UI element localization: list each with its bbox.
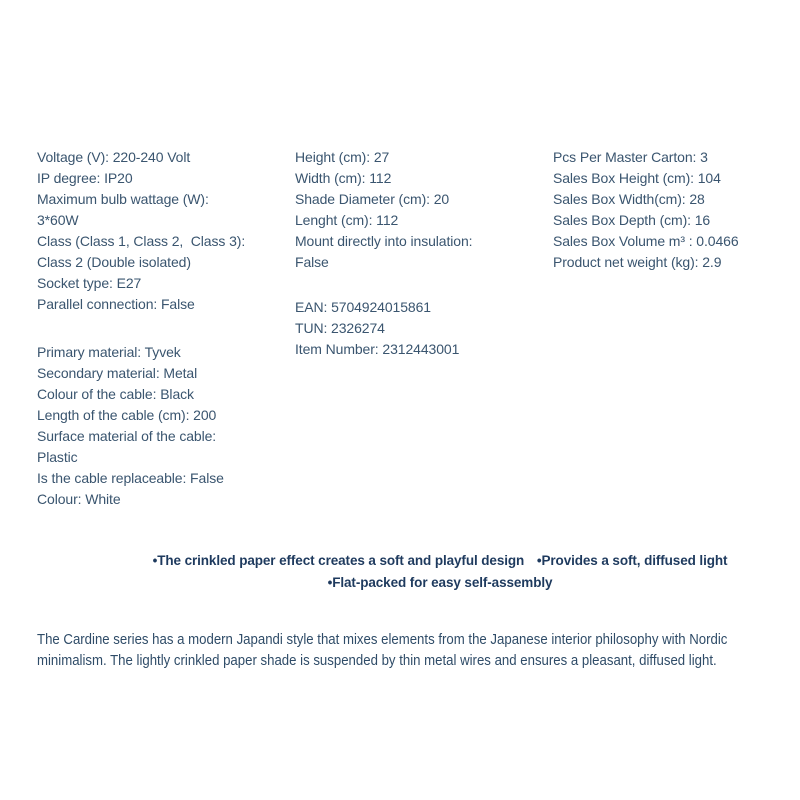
- spec-block-electrical: [37, 147, 245, 315]
- spec-line-class: Class (Class 1, Class 2, Class 3):: [37, 233, 246, 249]
- spec-line-cable-length: Length of the cable (cm): 200: [37, 407, 217, 423]
- spec-line-sales-box-volume: Sales Box Volume m³ : 0.0466: [553, 233, 739, 249]
- spec-line-class-value: Class 2 (Double isolated): [37, 254, 191, 270]
- feature-bullet-diffused-light: • Provides a soft, diffused light: [537, 553, 728, 568]
- spec-line-cable-surface-value: Plastic: [37, 449, 78, 465]
- spec-block-packaging: [553, 147, 739, 273]
- spec-line-cable-surface: Surface material of the cable:: [37, 428, 217, 444]
- spec-line-sales-box-depth: Sales Box Depth (cm): 16: [553, 212, 711, 228]
- spec-line-max-wattage-value: 3*60W: [37, 212, 79, 228]
- spec-line-primary-material: Primary material: Tyvek: [37, 344, 181, 360]
- feature-highlights: [0, 550, 800, 594]
- feature-highlights-line-2: [80, 572, 800, 594]
- spec-block-identifiers: [295, 297, 472, 360]
- spec-line-mount-insulation: Mount directly into insulation:: [295, 233, 473, 249]
- spec-line-shade-diameter: Shade Diameter (cm): 20: [295, 191, 450, 207]
- spec-line-secondary-material: Secondary material: Metal: [37, 365, 198, 381]
- spec-line-socket-type: Socket type: E27: [37, 275, 142, 291]
- spec-line-cable-colour: Colour of the cable: Black: [37, 386, 194, 402]
- spec-line-sales-box-height: Sales Box Height (cm): 104: [553, 170, 721, 186]
- spec-block-materials: [37, 342, 245, 510]
- spec-line-colour: Colour: White: [37, 491, 121, 507]
- product-description-line-1: The Cardine series has a modern Japandi style that mixes elements from the Japanese interior philosophy with Nordic: [37, 631, 728, 648]
- spec-line-ean: EAN: 5704924015861: [295, 299, 431, 315]
- spec-column-packaging: [553, 147, 739, 273]
- spec-line-tun: TUN: 2326274: [295, 320, 385, 336]
- spec-line-mount-insulation-value: False: [295, 254, 329, 270]
- spec-line-pcs-per-carton: Pcs Per Master Carton: 3: [553, 149, 708, 165]
- feature-bullet-crinkled-paper: • The crinkled paper effect creates a soft and playful design: [153, 553, 525, 568]
- feature-bullet-flat-packed: • Flat-packed for easy self-assembly: [328, 575, 553, 590]
- product-description-line-2: minimalism. The lightly crinkled paper shade is suspended by thin metal wires and ensures a pleasant, diffused light.: [37, 652, 717, 669]
- spec-line-height: Height (cm): 27: [295, 149, 390, 165]
- spec-column-dimensions-identifiers: [295, 147, 472, 360]
- spec-line-item-number: Item Number: 2312443001: [295, 341, 460, 357]
- spec-line-cable-replaceable: Is the cable replaceable: False: [37, 470, 224, 486]
- spec-line-parallel-connection: Parallel connection: False: [37, 296, 195, 312]
- spec-block-dimensions: [295, 147, 472, 273]
- spec-line-ip-degree: IP degree: IP20: [37, 170, 133, 186]
- spec-line-voltage: Voltage (V): 220-240 Volt: [37, 149, 191, 165]
- spec-column-electrical-material: [37, 147, 245, 510]
- feature-highlights-line-1: [80, 550, 800, 572]
- spec-line-length: Lenght (cm): 112: [295, 212, 399, 228]
- spec-line-sales-box-width: Sales Box Width(cm): 28: [553, 191, 705, 207]
- product-description: [37, 629, 727, 671]
- spec-line-width: Width (cm): 112: [295, 170, 392, 186]
- spec-line-net-weight: Product net weight (kg): 2.9: [553, 254, 722, 270]
- spec-line-max-wattage: Maximum bulb wattage (W):: [37, 191, 209, 207]
